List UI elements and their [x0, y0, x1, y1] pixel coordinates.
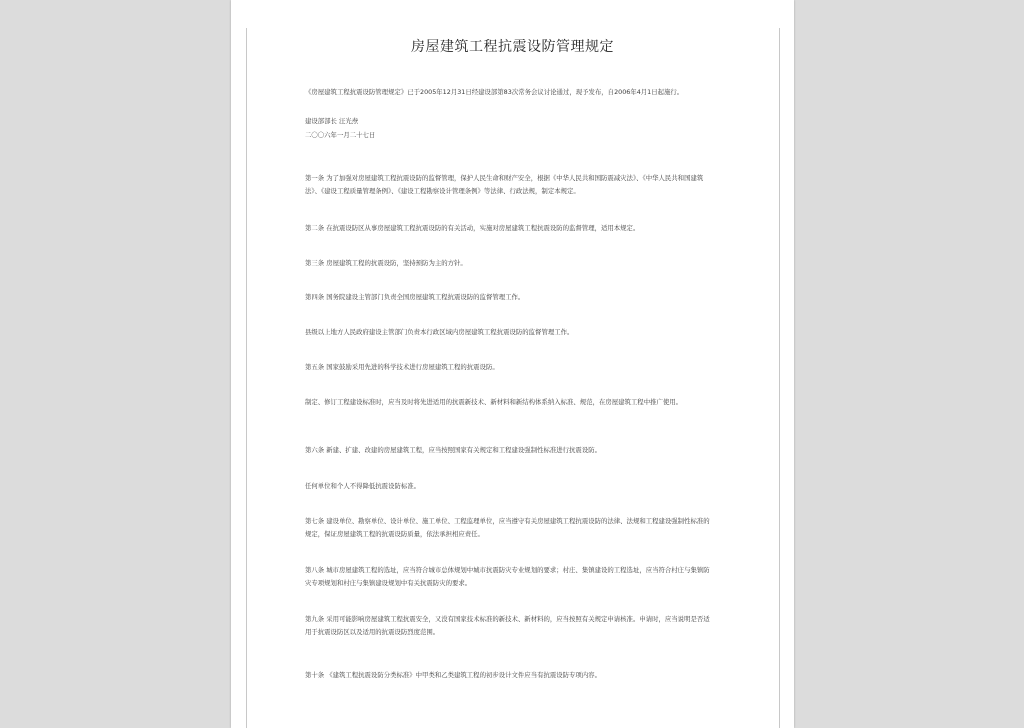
article-3: 第三条 房屋建筑工程的抗震设防，坚持预防为主的方针。	[305, 259, 467, 267]
document-page	[231, 0, 794, 728]
signatory: 建设部部长 汪光焘	[305, 117, 359, 125]
article-5-paragraph-2: 制定、修订工程建设标准时，应当及时将先进适用的抗震新技术、新材料和新结构体系纳入标准、规范，在房屋建筑工程中推广使用。	[305, 398, 683, 406]
article-8: 第八条 城市房屋建筑工程的选址，应当符合城市总体规划中城市抗震防灾专业规划的要求；村庄、集镇建设的工程选址，应当符合村庄与集镇防灾专项规划和村庄与集镇建设规划中有关抗震防灾的要求。	[305, 566, 710, 587]
article-5: 第五条 国家鼓励采用先进的科学技术进行房屋建筑工程的抗震设防。	[305, 363, 499, 371]
article-1: 第一条 为了加强对房屋建筑工程抗震设防的监督管理，保护人民生命和财产安全，根据《中华人民共和国防震减灾法》、《中华人民共和国建筑法》、《建设工程质量管理条例》、《建设工程勘察设计管理条例》等法律、行政法规，制定本规定。	[305, 174, 704, 195]
right-margin-rule	[779, 28, 780, 728]
article-2: 第二条 在抗震设防区从事房屋建筑工程抗震设防的有关活动，实施对房屋建筑工程抗震设防的监督管理，适用本规定。	[305, 224, 640, 232]
intro-paragraph: 《房屋建筑工程抗震设防管理规定》已于2005年12月31日经建设部第83次常务会议讨论通过，现予发布，自2006年4月1日起施行。	[305, 88, 684, 96]
article-10: 第十条 《建筑工程抗震设防分类标准》中甲类和乙类建筑工程的初步设计文件应当有抗震设防专项内容。	[305, 671, 601, 679]
article-4: 第四条 国务院建设主管部门负责全国房屋建筑工程抗震设防的监督管理工作。	[305, 293, 525, 301]
article-7: 第七条 建设单位、勘察单位、设计单位、施工单位、工程监理单位，应当遵守有关房屋建筑工程抗震设防的法律、法规和工程建设强制性标准的规定，保证房屋建筑工程的抗震设防质量，依法承担相应责任。	[305, 517, 710, 538]
article-6: 第六条 新建、扩建、改建的房屋建筑工程，应当按照国家有关规定和工程建设强制性标准进行抗震设防。	[305, 446, 601, 454]
article-6-paragraph-2: 任何单位和个人不得降低抗震设防标准。	[305, 482, 421, 490]
document-title: 房屋建筑工程抗震设防管理规定	[411, 39, 614, 55]
left-margin-rule	[246, 28, 247, 728]
article-4-paragraph-2: 县级以上地方人民政府建设主管部门负责本行政区域内房屋建筑工程抗震设防的监督管理工作。	[305, 328, 574, 336]
issue-date: 二〇〇六年一月二十七日	[305, 131, 376, 139]
article-9: 第九条 采用可能影响房屋建筑工程抗震安全，又没有国家技术标准的新技术、新材料的，应当按照有关规定申请核准。申请时，应当说明是否适用于抗震设防区以及适用的抗震设防烈度范围。	[305, 615, 710, 636]
